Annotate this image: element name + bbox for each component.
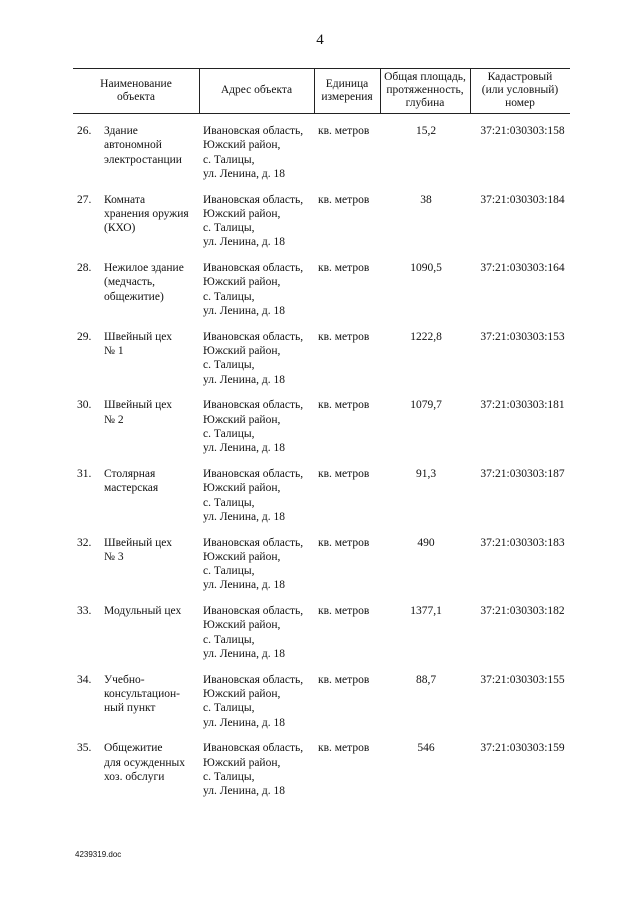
header-line: Наименование [100, 78, 172, 90]
object-name-line: консультацион- [104, 688, 180, 701]
total-area: 1222,8 [410, 330, 442, 343]
object-name-line: (КХО) [104, 222, 136, 235]
object-address-line: Южский район, [203, 482, 281, 495]
object-address-line: ул. Ленина, д. 18 [203, 716, 285, 729]
object-name [104, 467, 196, 496]
row-number: 30. [77, 399, 92, 412]
object-address-line: Южский район, [203, 345, 281, 358]
footer-filename: 4239319.doc [75, 850, 122, 859]
object-address-line: ул. Ленина, д. 18 [203, 167, 285, 180]
object-address-line: ул. Ленина, д. 18 [203, 442, 285, 455]
object-name [104, 398, 196, 427]
unit-of-measure: кв. метров [318, 673, 370, 686]
object-name-line: Нежилое здание [104, 262, 184, 275]
object-name-line: Швейный цех [104, 536, 172, 549]
object-address-line: с. Талицы, [203, 633, 255, 646]
object-name-line: автономной [104, 139, 162, 152]
total-area: 1090,5 [410, 262, 442, 275]
object-address [203, 536, 315, 593]
row-number: 33. [77, 605, 92, 618]
object-name [104, 193, 196, 236]
row-number: 26. [77, 125, 92, 137]
row-number: 29. [77, 330, 92, 343]
total-area: 38 [420, 193, 432, 206]
object-address-line: ул. Ленина, д. 18 [203, 510, 285, 523]
unit-of-measure: кв. метров [318, 742, 370, 755]
header-line: Кадастровый [487, 71, 553, 83]
object-address [203, 193, 315, 250]
object-address [203, 673, 315, 730]
object-address [203, 261, 315, 318]
header-cadastral [470, 71, 570, 110]
object-address [203, 741, 315, 798]
object-name-line: хоз. обслуги [104, 770, 165, 783]
header-line: (или условный) [481, 84, 559, 96]
object-address-line: Ивановская область, [203, 673, 304, 686]
row-number: 31. [77, 468, 92, 480]
object-address-line: Ивановская область, [203, 742, 304, 755]
header-line: Единица [325, 78, 369, 90]
object-name-line: № 3 [104, 550, 124, 563]
object-address-line: Ивановская область, [203, 468, 304, 480]
unit-of-measure: кв. метров [318, 605, 370, 618]
object-address-line: Южский район, [203, 276, 281, 289]
total-area: 15,2 [415, 125, 437, 137]
cadastral-number: 37:21:030303:153 [480, 330, 565, 343]
cadastral-number: 37:21:030303:155 [480, 673, 565, 686]
object-address-line: Южский район, [203, 207, 281, 220]
cadastral-number: 37:21:030303:182 [480, 605, 565, 618]
object-name [104, 330, 196, 359]
object-address-line: ул. Ленина, д. 18 [203, 305, 285, 318]
object-name-line: общежитие) [104, 290, 164, 303]
object-address-line: с. Талицы, [203, 222, 255, 235]
object-address-line: Южский район, [203, 413, 281, 426]
object-address-line: ул. Ленина, д. 18 [203, 373, 285, 386]
object-name-line: для осужденных [104, 756, 186, 769]
cadastral-number: 37:21:030303:187 [480, 468, 565, 480]
total-area: 91,3 [415, 468, 437, 480]
object-address-line: Ивановская область, [203, 330, 304, 343]
cadastral-number: 37:21:030303:184 [480, 193, 565, 206]
object-address-line: с. Талицы, [203, 153, 255, 166]
object-address-line: Ивановская область, [203, 125, 304, 137]
object-name-line: электростанции [104, 153, 182, 166]
object-address-line: ул. Ленина, д. 18 [203, 648, 285, 661]
object-address-line: Южский район, [203, 688, 281, 701]
total-area: 88,7 [415, 673, 437, 686]
object-name [104, 536, 196, 565]
cadastral-number: 37:21:030303:181 [480, 399, 565, 412]
cadastral-number: 37:21:030303:158 [480, 125, 565, 137]
object-name-line: хранения оружия [104, 207, 189, 220]
object-address-line: Южский район, [203, 619, 281, 632]
object-name-line: Швейный цех [104, 330, 172, 343]
total-area: 546 [417, 742, 435, 755]
object-address [203, 398, 315, 455]
object-name-line: (медчасть, [104, 276, 156, 289]
object-name [104, 604, 196, 618]
row-number: 27. [77, 193, 92, 206]
object-address-line: Южский район, [203, 756, 281, 769]
table-header-top-rule [73, 68, 570, 69]
object-address-line: с. Талицы, [203, 496, 255, 509]
object-name-line: Комната [104, 193, 146, 206]
header-unit [314, 78, 380, 104]
object-address-line: ул. Ленина, д. 18 [203, 236, 285, 249]
object-name-line: № 1 [104, 345, 124, 358]
header-line: номер [505, 97, 535, 109]
object-name-line: Общежитие [104, 742, 163, 755]
unit-of-measure: кв. метров [318, 399, 370, 412]
header-line: объекта [116, 91, 156, 103]
object-address-line: Южский район, [203, 139, 281, 152]
object-name [104, 261, 196, 304]
object-address-line: с. Талицы, [203, 565, 255, 578]
object-name-line: Столярная [104, 468, 156, 480]
cadastral-number: 37:21:030303:164 [480, 262, 565, 275]
header-line: Адрес объекта [220, 84, 293, 96]
cadastral-number: 37:21:030303:159 [480, 742, 565, 755]
object-name-line: мастерская [104, 482, 159, 495]
row-number: 28. [77, 262, 92, 275]
header-line: измерения [321, 91, 373, 103]
object-address-line: с. Талицы, [203, 427, 255, 440]
object-address-line: Ивановская область, [203, 262, 304, 275]
object-address-line: с. Талицы, [203, 770, 255, 783]
object-address-line: Южский район, [203, 550, 281, 563]
object-address-line: Ивановская область, [203, 193, 304, 206]
unit-of-measure: кв. метров [318, 468, 370, 480]
header-line: протяженность, [386, 84, 464, 96]
unit-of-measure: кв. метров [318, 125, 370, 137]
row-number: 34. [77, 673, 92, 686]
unit-of-measure: кв. метров [318, 262, 370, 275]
object-name-line: ный пункт [104, 702, 156, 715]
object-address-line: Ивановская область, [203, 536, 304, 549]
object-name-line: Швейный цех [104, 399, 172, 412]
object-address-line: Ивановская область, [203, 605, 304, 618]
object-address-line: ул. Ленина, д. 18 [203, 579, 285, 592]
object-name [104, 673, 196, 716]
object-address [203, 467, 315, 524]
object-address-line: с. Талицы, [203, 359, 255, 372]
cadastral-number: 37:21:030303:183 [480, 536, 565, 549]
total-area: 1079,7 [410, 399, 442, 412]
header-line: глубина [405, 97, 445, 109]
unit-of-measure: кв. метров [318, 193, 370, 206]
total-area: 490 [417, 536, 435, 549]
object-name-line: Модульный цех [104, 605, 182, 618]
header-name [73, 78, 199, 104]
object-address-line: Ивановская область, [203, 399, 304, 412]
object-address-line: с. Талицы, [203, 290, 255, 303]
object-name-line: Учебно- [104, 673, 145, 686]
unit-of-measure: кв. метров [318, 536, 370, 549]
object-address-line: ул. Ленина, д. 18 [203, 785, 285, 798]
row-number: 32. [77, 536, 92, 549]
row-number: 35. [77, 742, 92, 755]
object-address-line: с. Талицы, [203, 702, 255, 715]
object-name [104, 741, 196, 784]
header-line: Общая площадь, [384, 71, 466, 83]
object-address [203, 604, 315, 661]
header-area [380, 71, 470, 110]
table-header-bottom-rule [73, 113, 570, 114]
page-number: 4 [316, 32, 324, 48]
object-address [203, 124, 315, 181]
total-area: 1377,1 [410, 605, 442, 618]
object-name-line: Здание [104, 125, 138, 137]
object-name-line: № 2 [104, 413, 124, 426]
header-address [199, 84, 314, 97]
object-address [203, 330, 315, 387]
object-name [104, 124, 196, 167]
unit-of-measure: кв. метров [318, 330, 370, 343]
